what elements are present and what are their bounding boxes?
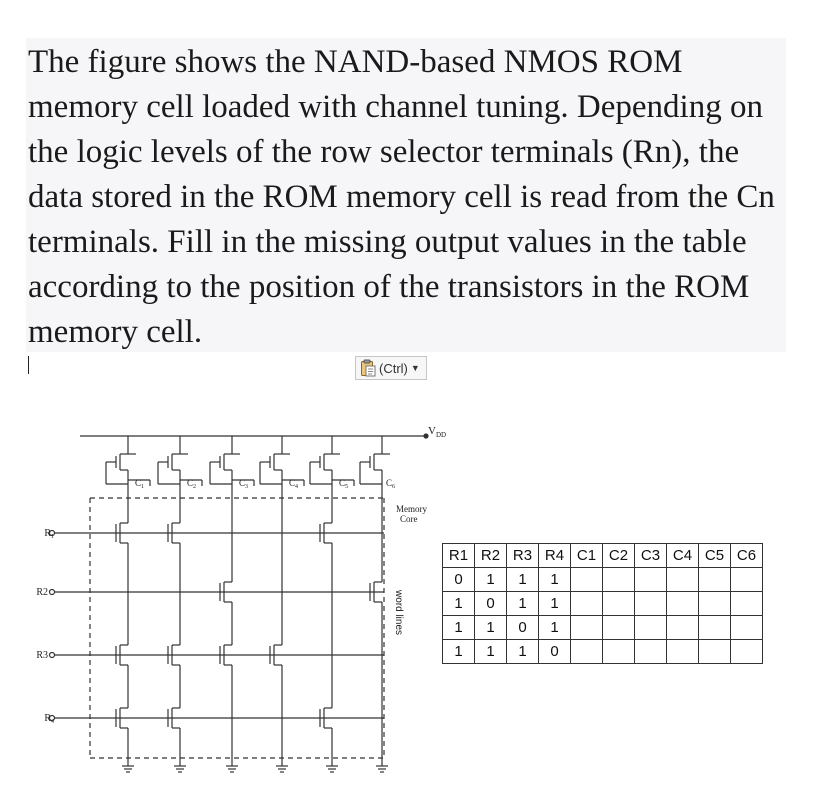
table-cell[interactable] (603, 568, 635, 592)
vdd-label: V (428, 425, 436, 437)
table-cell[interactable] (699, 640, 731, 664)
table-cell: 1 (443, 616, 475, 640)
table-cell[interactable] (667, 592, 699, 616)
column-subscript: 6 (392, 484, 396, 490)
table-cell[interactable] (667, 616, 699, 640)
table-cell[interactable] (699, 616, 731, 640)
word-lines-label: word lines (393, 590, 404, 636)
table-cell: 1 (507, 568, 539, 592)
table-cell: 1 (539, 616, 571, 640)
svg-text:R1 (44, 528, 54, 540)
table-cell[interactable] (635, 640, 667, 664)
table-header-cell: C4 (667, 544, 699, 568)
table-cell: 1 (539, 568, 571, 592)
question-text-block[interactable] (26, 38, 786, 352)
table-header-row (443, 544, 763, 568)
rom-circuit-diagram (36, 420, 464, 780)
table-cell: 1 (475, 616, 507, 640)
table-cell[interactable] (635, 616, 667, 640)
row-label: R (44, 713, 51, 724)
table-cell[interactable] (667, 568, 699, 592)
table-header-cell: C5 (699, 544, 731, 568)
text-cursor (28, 356, 29, 374)
table-header-cell: R1 (443, 544, 475, 568)
table-header-cell: C6 (731, 544, 763, 568)
table-cell: 1 (443, 592, 475, 616)
table-cell[interactable] (731, 640, 763, 664)
table-header-cell: C1 (571, 544, 603, 568)
table-cell[interactable] (571, 616, 603, 640)
table-row (443, 592, 763, 616)
table-cell: 1 (475, 640, 507, 664)
column-label: C (386, 478, 393, 488)
table-cell[interactable] (699, 568, 731, 592)
table-cell: 0 (475, 592, 507, 616)
chevron-down-icon: ▼ (410, 363, 420, 373)
table-cell[interactable] (731, 592, 763, 616)
svg-text:C6 (386, 478, 395, 490)
table-cell: 1 (507, 640, 539, 664)
table-cell: 1 (539, 592, 571, 616)
column-subscript: 5 (345, 484, 349, 490)
column-label: C (135, 478, 142, 488)
table-cell[interactable] (571, 640, 603, 664)
memory-core-label: Memory (396, 504, 427, 514)
paste-options-button[interactable] (355, 356, 427, 380)
row-label: R2 (36, 587, 48, 598)
memory-core-label: Core (400, 514, 418, 524)
row-subscript: 4 (51, 719, 54, 725)
column-subscript: 4 (295, 484, 299, 490)
table-cell[interactable] (571, 592, 603, 616)
table-cell[interactable] (603, 640, 635, 664)
table-cell[interactable] (699, 592, 731, 616)
question-text: The figure shows the NAND-based NMOS ROM memory cell loaded with channel tuning. Depending on the logic levels of the row selector terminals (Rn), the data stored in the ROM memory cell is read from the Cn terminals. Fill in the missing output values in the table according to the position of the transistors in the ROM memory cell. (28, 44, 775, 350)
svg-text:R4 (44, 713, 54, 725)
truth-table (442, 543, 763, 664)
column-subscript: 3 (245, 484, 249, 490)
table-cell: 0 (539, 640, 571, 664)
column-subscript: 1 (141, 484, 145, 490)
table-cell: 1 (475, 568, 507, 592)
svg-text:VDD (428, 425, 446, 439)
table-header-cell: R4 (539, 544, 571, 568)
table-header-cell: C2 (603, 544, 635, 568)
table-cell[interactable] (635, 568, 667, 592)
table-header-cell: R3 (507, 544, 539, 568)
table-cell[interactable] (731, 568, 763, 592)
clipboard-icon (360, 359, 376, 377)
table-cell[interactable] (603, 592, 635, 616)
table-header-cell: C3 (635, 544, 667, 568)
table-cell: 0 (507, 616, 539, 640)
column-label: C (239, 478, 246, 488)
vdd-subscript: DD (435, 431, 447, 439)
paste-options-label: (Ctrl) (379, 360, 408, 376)
table-cell: 1 (443, 640, 475, 664)
column-subscript: 2 (193, 484, 197, 490)
table-cell: 1 (507, 592, 539, 616)
column-label: C (187, 478, 194, 488)
table-cell[interactable] (571, 568, 603, 592)
table-cell[interactable] (731, 616, 763, 640)
column-label: C (289, 478, 296, 488)
column-label: C (339, 478, 346, 488)
table-cell[interactable] (667, 640, 699, 664)
table-row (443, 640, 763, 664)
table-row (443, 568, 763, 592)
table-row (443, 616, 763, 640)
row-label: R (44, 528, 51, 539)
table-cell[interactable] (635, 592, 667, 616)
table-cell: 0 (443, 568, 475, 592)
table-cell[interactable] (603, 616, 635, 640)
row-subscript: 1 (51, 534, 54, 540)
table-header-cell: R2 (475, 544, 507, 568)
row-label: R3 (36, 650, 48, 661)
